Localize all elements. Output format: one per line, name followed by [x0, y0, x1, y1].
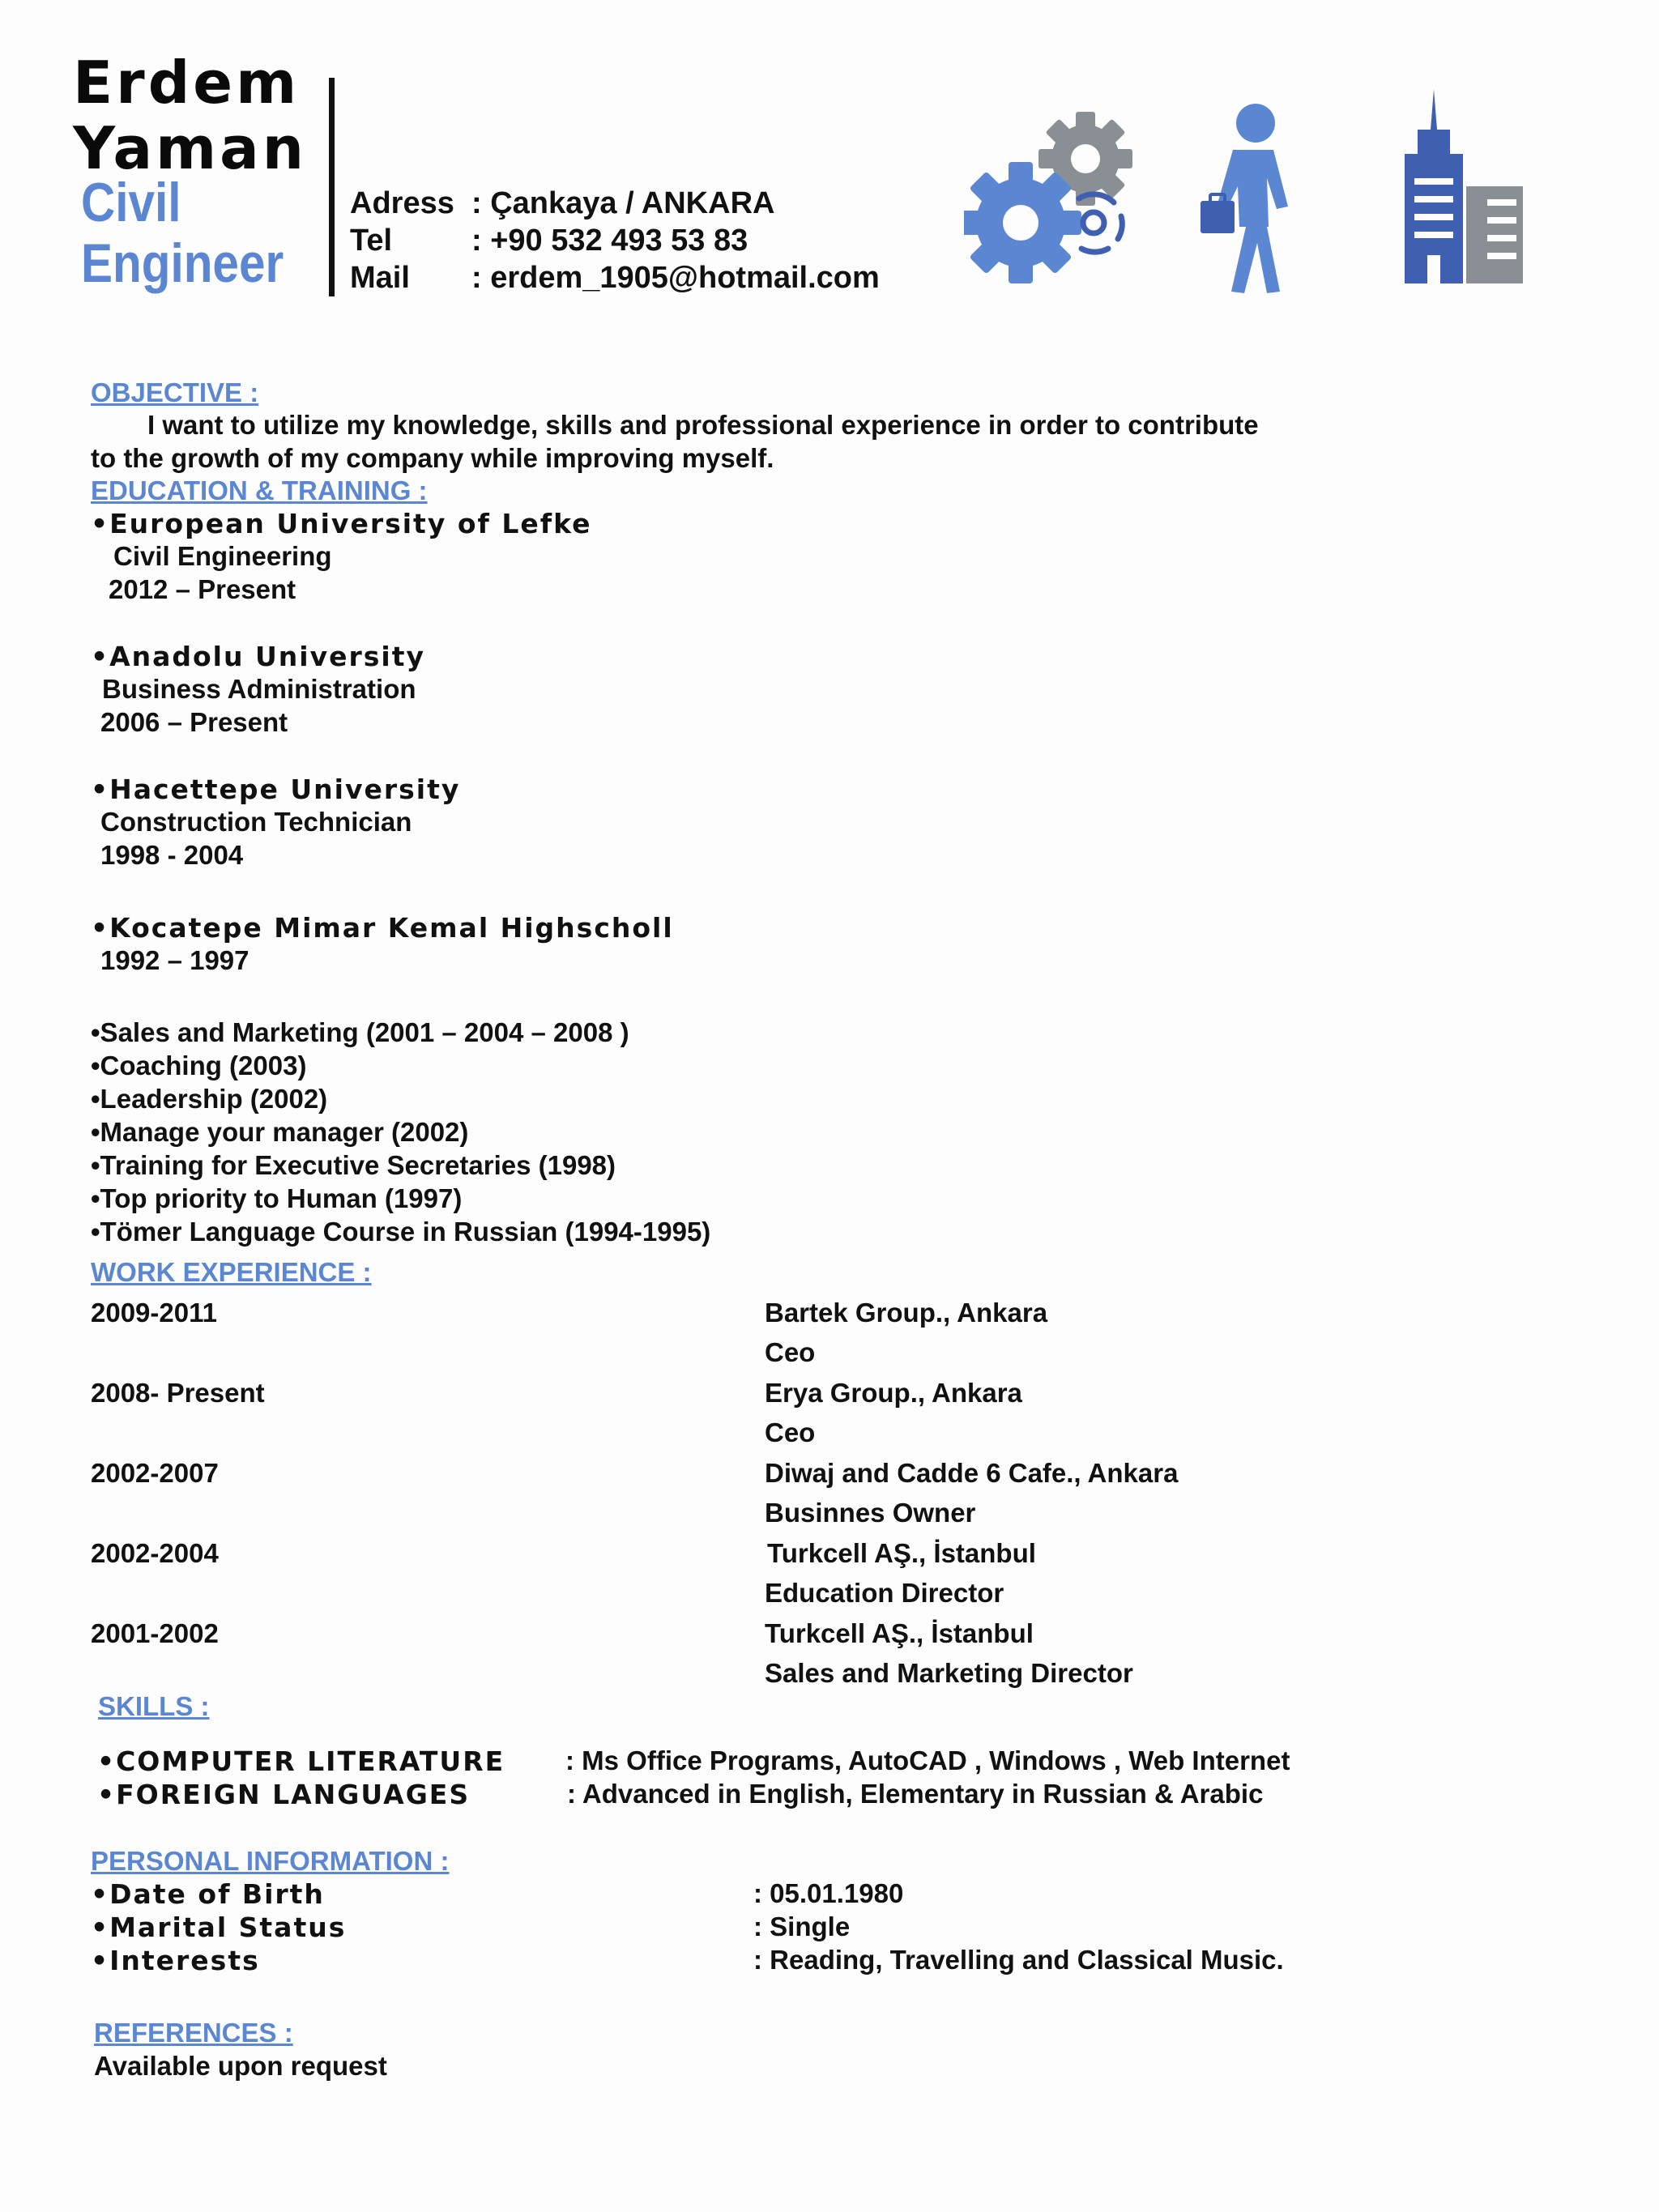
school-name: •Kocatepe Mimar Kemal Highscholl — [91, 912, 674, 944]
address-label: Adress — [350, 186, 454, 220]
school-detail: Business Administration — [102, 674, 416, 704]
school-years: 2006 – Present — [100, 707, 288, 737]
contact-address — [350, 185, 774, 222]
personal-label: •Interests — [91, 1945, 260, 1976]
skill-label: •FOREIGN LANGUAGES — [97, 1779, 471, 1810]
school-name: •European University of Lefke — [91, 508, 592, 539]
work-heading: WORK EXPERIENCE : — [91, 1257, 372, 1287]
objective-heading: OBJECTIVE : — [91, 377, 259, 407]
job-years: 2009-2011 — [91, 1298, 217, 1328]
mail-value: : erdem_1905@hotmail.com — [471, 261, 880, 295]
school-years: 1998 - 2004 — [100, 840, 244, 870]
address-value: : Çankaya / ANKARA — [471, 186, 775, 220]
job-position: Education Director — [765, 1578, 1004, 1608]
school-name: •Anadolu University — [91, 641, 425, 672]
skill-value: : Ms Office Programs, AutoCAD , Windows , Web Internet — [565, 1745, 1290, 1775]
header-icons-svg — [964, 81, 1531, 308]
contact-mail — [350, 259, 880, 296]
job-company: Erya Group., Ankara — [765, 1378, 1022, 1408]
job-years: 2002-2004 — [91, 1538, 219, 1568]
training-item: •Coaching (2003) — [91, 1051, 307, 1080]
personal-heading: PERSONAL INFORMATION : — [91, 1846, 450, 1876]
gear-large-icon — [964, 162, 1081, 283]
job-title-line2: Engineer — [81, 232, 284, 294]
school-name: •Hacettepe University — [91, 774, 461, 805]
personal-label: •Date of Birth — [91, 1878, 325, 1910]
school-years: 1992 – 1997 — [100, 945, 249, 975]
training-item: •Tömer Language Course in Russian (1994-1995) — [91, 1217, 711, 1247]
references-heading: REFERENCES : — [94, 2018, 293, 2048]
businessman-icon — [1201, 104, 1288, 293]
contact-tel — [350, 222, 748, 259]
school-years: 2012 – Present — [109, 574, 296, 604]
skill-label: •COMPUTER LITERATURE — [97, 1745, 505, 1777]
training-item: •Training for Executive Secretaries (1998) — [91, 1150, 616, 1180]
school-detail: Construction Technician — [100, 807, 412, 837]
objective-line-2: to the growth of my company while improving myself. — [91, 443, 774, 473]
buildings-icon — [1405, 89, 1523, 283]
job-position: Sales and Marketing Director — [765, 1658, 1133, 1688]
objective-line-1: I want to utilize my knowledge, skills and professional experience in order to contribute — [147, 410, 1259, 440]
personal-value: : Single — [753, 1912, 851, 1941]
job-company: Turkcell AŞ., İstanbul — [765, 1618, 1034, 1648]
job-years: 2002-2007 — [91, 1458, 219, 1488]
header-divider — [329, 78, 335, 296]
job-company: Turkcell AŞ., İstanbul — [767, 1538, 1036, 1568]
school-detail: Civil Engineering — [113, 541, 332, 571]
job-title-line1: Civil — [81, 172, 181, 233]
education-heading: EDUCATION & TRAINING : — [91, 475, 428, 505]
first-name: Erdem — [73, 49, 301, 117]
job-position: Businnes Owner — [765, 1498, 976, 1528]
training-item: •Leadership (2002) — [91, 1084, 328, 1114]
header-illustration — [964, 81, 1531, 311]
tel-value: : +90 532 493 53 83 — [471, 224, 748, 258]
training-item: •Top priority to Human (1997) — [91, 1183, 463, 1213]
tel-label: Tel — [350, 224, 393, 258]
job-company: Bartek Group., Ankara — [765, 1298, 1048, 1328]
personal-value: : Reading, Travelling and Classical Music. — [753, 1945, 1284, 1975]
skill-value: : Advanced in English, Elementary in Russian & Arabic — [567, 1779, 1264, 1809]
personal-value: : 05.01.1980 — [753, 1878, 904, 1908]
skills-heading: SKILLS : — [98, 1691, 210, 1721]
last-name: Yaman — [73, 114, 307, 182]
references-text: Available upon request — [94, 2051, 387, 2081]
personal-label: •Marital Status — [91, 1912, 347, 1943]
job-years: 2001-2002 — [91, 1618, 219, 1648]
job-years: 2008- Present — [91, 1378, 265, 1408]
mail-label: Mail — [350, 261, 410, 295]
job-position: Ceo — [765, 1337, 816, 1367]
training-item: •Manage your manager (2002) — [91, 1117, 469, 1147]
training-item: •Sales and Marketing (2001 – 2004 – 2008 ) — [91, 1017, 629, 1047]
job-company: Diwaj and Cadde 6 Cafe., Ankara — [765, 1458, 1179, 1488]
job-position: Ceo — [765, 1417, 816, 1447]
